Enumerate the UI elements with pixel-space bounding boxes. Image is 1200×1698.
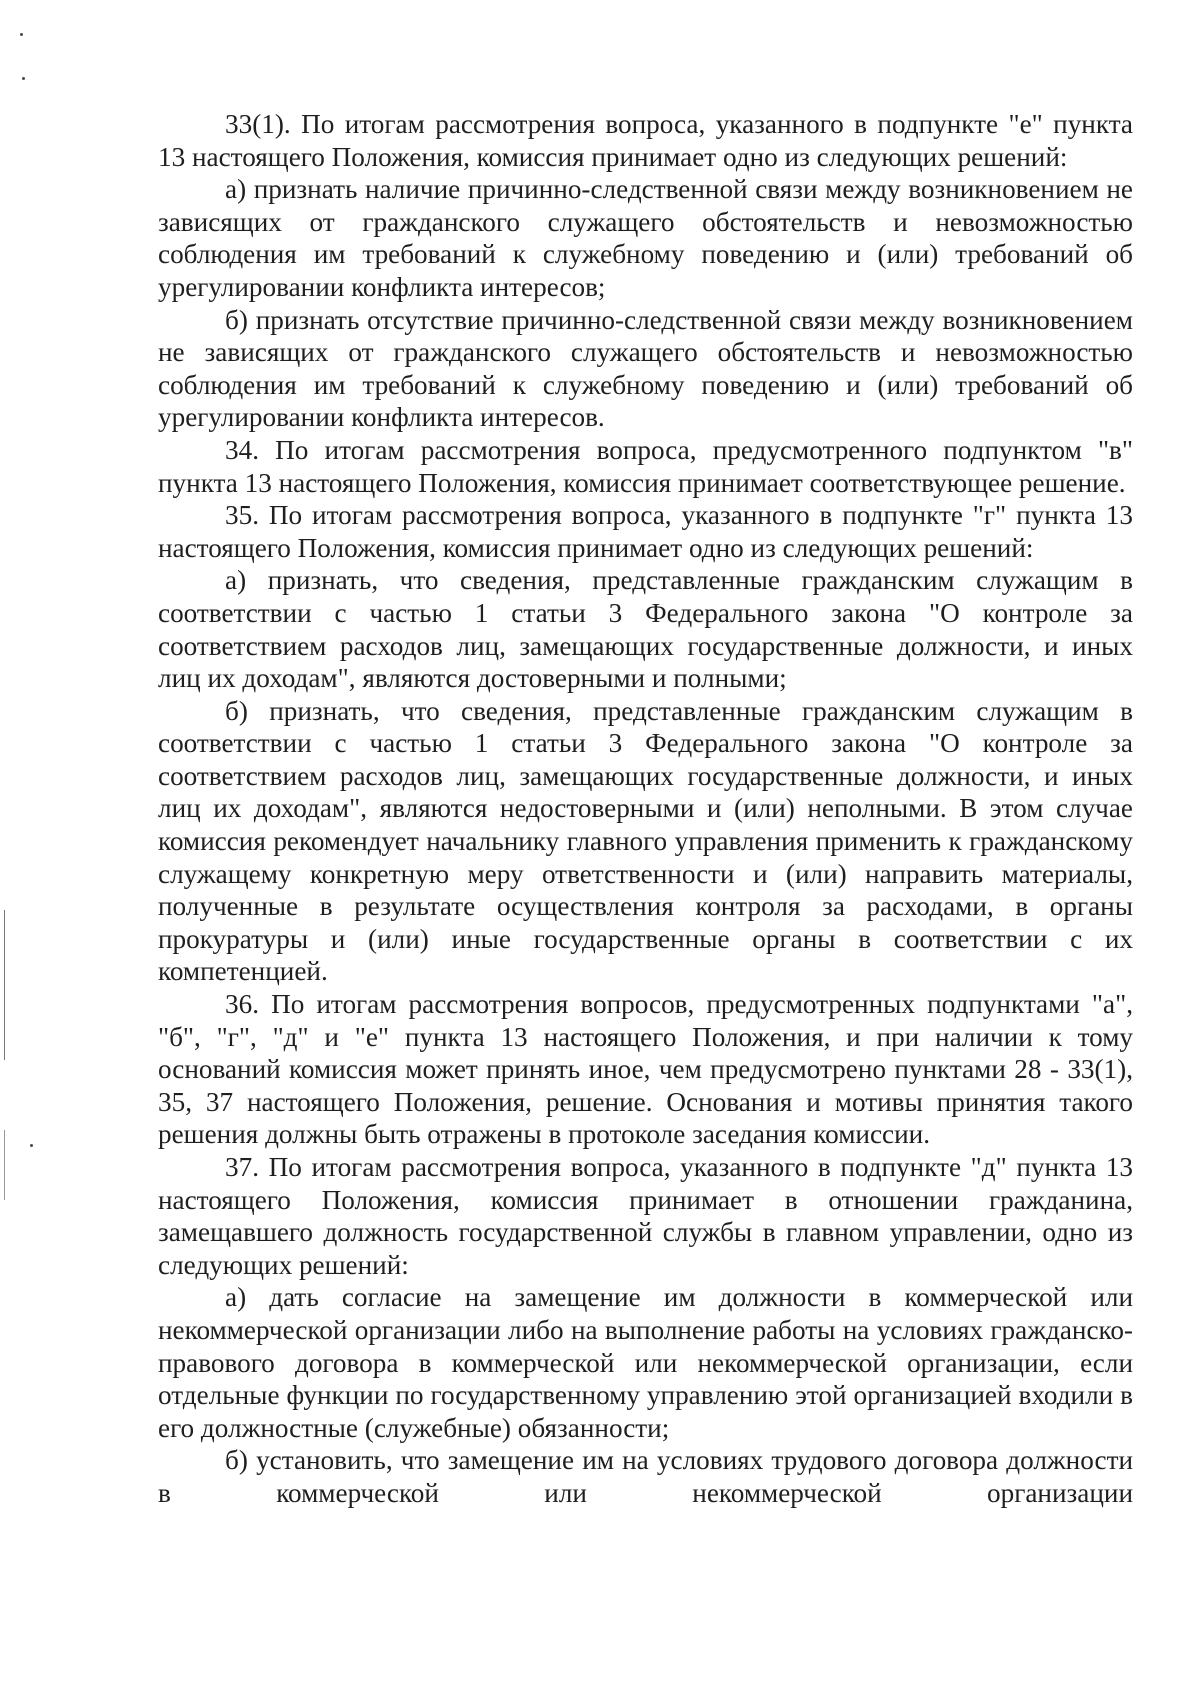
paragraph-36: 36. По итогам рассмотрения вопросов, предусмотренных подпунктами "а", "б", "г", "д" и "е" пункта 13 настоящего Положения, и при наличии к тому оснований комиссия может принять иное, чем предусмотрено пунктами 28 - 33(1), 35, 37 настоящего Положения, решение. Основания и мотивы принятия такого решения должны быть отражены в протоколе заседания комиссии.: [158, 989, 1133, 1150]
paragraph-35-b: б) признать, что сведения, представленные гражданским служащим в соответствии с частью 1 статьи 3 Федерального закона "О контроле за соответствием расходов лиц, замещающих государственные должности, и иных лиц их доходам", являются недостоверными и (или) неполными. В этом случае комиссия рекомендует начальнику главного управления применить к гражданскому служащему конкретную меру ответственности и (или) направить материалы, полученные в результате осуществления контроля за расходами, в органы прокуратуры и (или) иные государственные органы в соответствии с их компетенцией.: [158, 695, 1133, 987]
paragraph-35-a: а) признать, что сведения, представленные гражданским служащим в соответствии с частью 1 статьи 3 Федерального закона "О контроле за соответствием расходов лиц, замещающих государственные должности, и иных лиц их доходам", являются достоверными и полными;: [158, 565, 1133, 694]
scan-edge-mark: [4, 1130, 5, 1200]
paragraph-33-1: 33(1). По итогам рассмотрения вопроса, указанного в подпункте "е" пункта 13 настоящего Положения, комиссия принимает одно из следующих решений:: [158, 109, 1133, 172]
paragraph-37-b: б) установить, что замещение им на условиях трудового договора должности в коммерческой или некоммерческой организации: [158, 1445, 1133, 1508]
paragraph-33-1-b: б) признать отсутствие причинно-следственной связи между возникновением не зависящих от гражданского служащего обстоятельств и невозможностью соблюдения им требований к служебному поведению и (или) требований об урегулировании конфликта интересов.: [158, 304, 1133, 433]
paragraph-35: 35. По итогам рассмотрения вопроса, указанного в подпункте "г" пункта 13 настоящего Положения, комиссия принимает одно из следующих решений:: [158, 500, 1133, 563]
scan-speck: [30, 1144, 33, 1147]
scan-edge-mark: [4, 910, 5, 1060]
paragraph-37-a: а) дать согласие на замещение им должности в коммерческой или некоммерческой организации либо на выполнение работы на условиях гражданско-правового договора в коммерческой или некоммерческой организации, если отдельные функции по государственному управлению этой организацией входили в его должностные (служебные) обязанности;: [158, 1282, 1133, 1443]
paragraph-34: 34. По итогам рассмотрения вопроса, предусмотренного подпунктом "в" пункта 13 настоящего Положения, комиссия принимает соответствующее решение.: [158, 434, 1133, 498]
document-body: [158, 108, 1133, 1510]
scan-speck: [22, 77, 25, 80]
paragraph-33-1-a: а) признать наличие причинно-следственной связи между возникновением не зависящих от гражданского служащего обстоятельств и невозможностью соблюдения им требований к служебному поведению и (или) требований об урегулировании конфликта интересов;: [158, 174, 1133, 302]
scan-speck: [20, 33, 23, 36]
paragraph-37: 37. По итогам рассмотрения вопроса, указанного в подпункте "д" пункта 13 настоящего Положения, комиссия принимает в отношении гражданина, замещавшего должность государственной службы в главном управлении, одно из следующих решений:: [158, 1152, 1133, 1280]
